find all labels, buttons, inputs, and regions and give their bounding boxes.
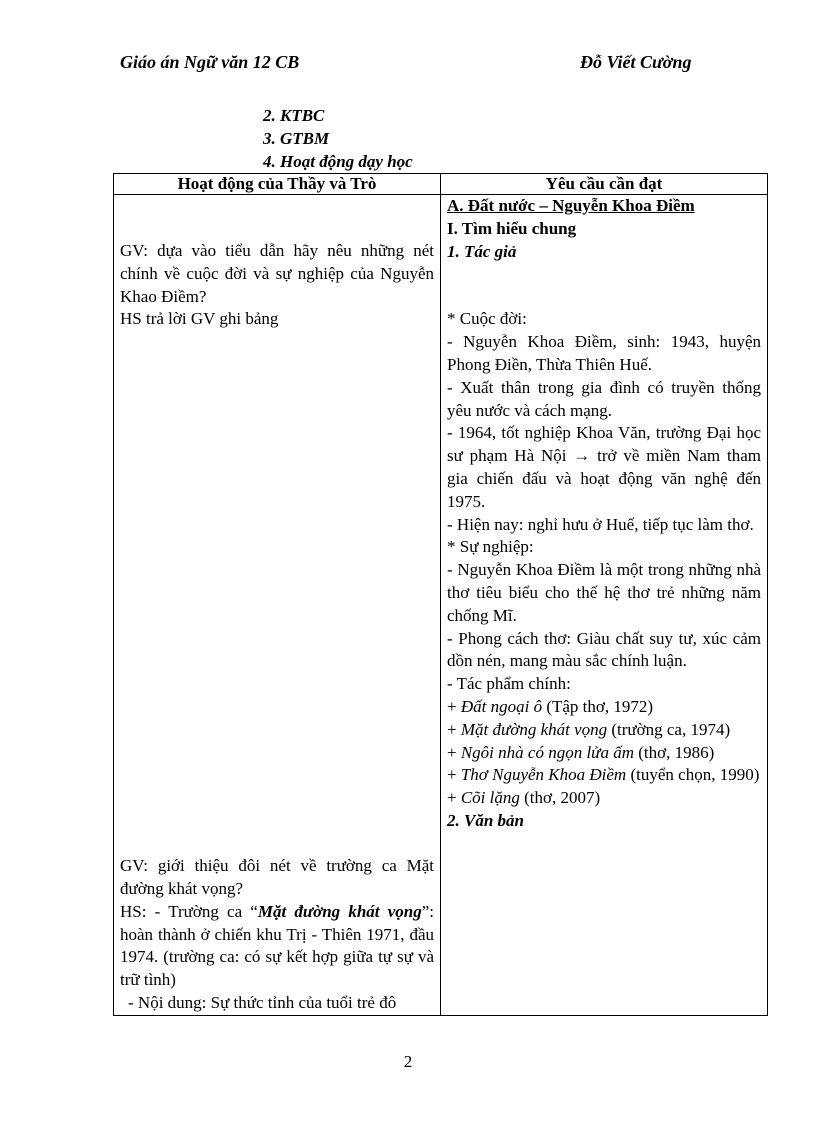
step-gtbm: 3. GTBM [263,129,330,148]
work-title: Ngôi nhà có ngọn lửa ấm [460,742,634,762]
hs-prefix: HS: - Trường ca “ [120,901,258,921]
work-note: (thơ, 2007) [519,788,601,808]
work-note: (thơ, 1986) [633,742,715,762]
work-item: + Đất ngoại ô (Tập thơ, 1972) [447,696,654,716]
requirements-cell [441,195,768,1016]
hs-work-title: Mặt đường khát vọng [257,901,422,921]
life-item: - Hiện nay: nghỉ hưu ở Huế, tiếp tục làm thơ. [447,514,754,534]
header-course-title: Giáo án Ngữ văn 12 CB [120,52,300,72]
work-item: + Cõi lặng (thơ, 2007) [447,788,601,808]
student-answer-author: HS trả lời GV ghi bảng [120,309,279,329]
work-title: Thơ Nguyễn Khoa Điềm [460,765,627,785]
step-ktbc: 2. KTBC [263,106,325,125]
work-item: + Ngôi nhà có ngọn lửa ấm (thơ, 1986) [447,742,715,762]
section-title: A. Đất nước – Nguyễn Khoa Điềm [447,196,695,215]
lesson-steps [263,104,413,173]
work-title: Cõi lặng [460,788,520,808]
life-item: - Xuất thân trong gia đình có truyền thống yêu nước và cách mạng. [447,377,761,420]
work-title: Mặt đường khát vọng [460,719,608,739]
teacher-question-author: GV: dựa vào tiểu dẫn hãy nêu những nét chính về cuộc đời và sự nghiệp của Nguyễn Khao Điềm? [120,241,434,306]
career-item: - Tác phẩm chính: [447,674,571,694]
hs-rest: ”: hoàn thành ở chiến khu Trị - Thiên 1971, đầu 1974. (trường ca: có sự kết hợp giữa tự sự và trữ tình) [120,901,434,990]
work-note: (trường ca, 1974) [607,719,731,739]
col-header-requirements: Yêu cầu cần đạt [441,174,768,195]
student-answer-poem [120,901,434,992]
page-number: 2 [403,1052,413,1071]
work-note: (Tập thơ, 1972) [542,696,654,716]
work-note: (tuyển chọn, 1990) [626,765,760,785]
lesson-table [113,173,768,1016]
work-item: + Thơ Nguyễn Khoa Điềm (tuyển chọn, 1990) [447,765,760,785]
career-title: * Sự nghiệp: [447,537,534,557]
sub-text: 2. Văn bản [447,810,524,830]
part-general: I. Tìm hiểu chung [447,218,577,238]
life-item: - Nguyễn Khoa Điềm, sinh: 1943, huyện Phong Điền, Thừa Thiên Huế. [447,332,761,374]
life-item: - 1964, tốt nghiệp Khoa Văn, trường Đại học sư phạm Hà Nội → trở về miền Nam tham gia chiến đấu và hoạt động văn nghệ đến 1975. [447,423,761,511]
table-row [114,195,768,1016]
step-teaching-activities: 4. Hoạt động dạy học [263,152,413,171]
col-header-activities: Hoạt động của Thầy và Trò [114,174,441,195]
teacher-question-poem: GV: giới thiệu đôi nét về trường ca Mặt đường khát vọng? [120,856,434,898]
table-header-row [114,174,768,195]
work-title: Đất ngoại ô [460,696,543,716]
career-item: - Phong cách thơ: Giàu chất suy tư, xúc cảm dồn nén, mang màu sắc chính luận. [447,628,761,671]
sub-author: 1. Tác giả [447,241,517,261]
student-answer-content: - Nội dung: Sự thức tỉnh của tuổi trẻ đô [128,992,397,1012]
teacher-student-cell [114,195,441,1016]
work-item: + Mặt đường khát vọng (trường ca, 1974) [447,719,731,739]
header-author: Đỗ Viết Cường [580,52,692,72]
life-title: * Cuộc đời: [447,309,527,329]
career-item: - Nguyễn Khoa Điềm là một trong những nhà thơ tiêu biểu cho thế hệ thơ trẻ những năm chống Mĩ. [447,560,761,625]
